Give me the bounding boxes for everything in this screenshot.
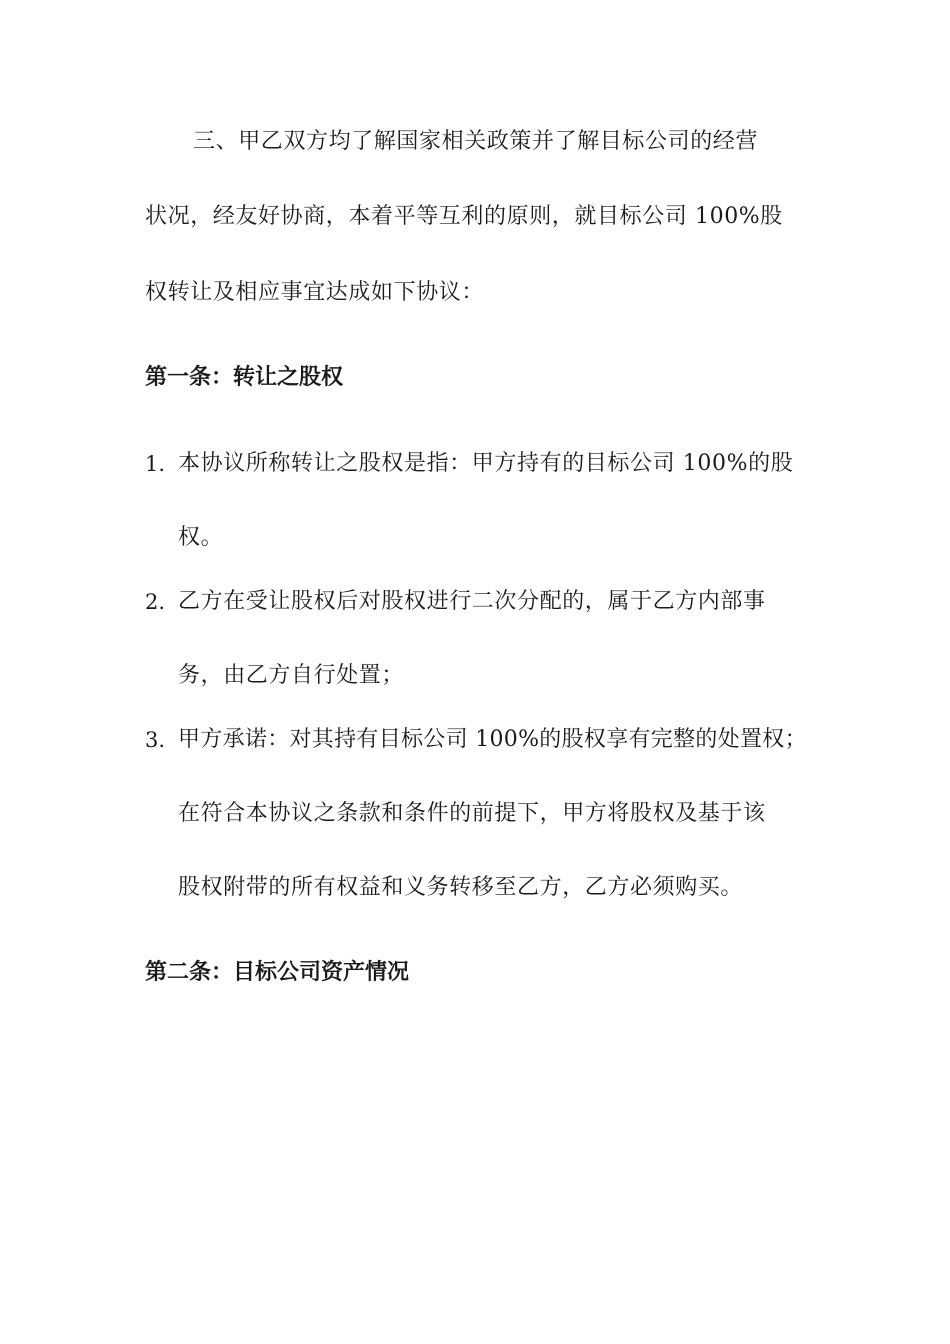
item-3-line-2: 在符合本协议之条款和条件的前提下，甲方将股权及基于该 — [178, 801, 766, 826]
item-1-number: 1. — [145, 452, 166, 476]
article-1-heading: 第一条：转让之股权 — [145, 365, 344, 390]
item-2-line-1: 乙方在受让股权后对股权进行二次分配的，属于乙方内部事 — [178, 589, 766, 614]
article-2-heading: 第二条：目标公司资产情况 — [145, 960, 410, 985]
intro-line-2: 状况，经友好协商，本着平等互利的原则，就目标公司 100%股 — [145, 204, 783, 229]
item-3-number: 3. — [145, 728, 166, 752]
item-2-number: 2. — [145, 590, 166, 614]
item-1-line-2: 权。 — [178, 525, 224, 550]
item-3-line-3: 股权附带的所有权益和义务转移至乙方，乙方必须购买。 — [178, 875, 744, 900]
item-3-line-1: 甲方承诺：对其持有目标公司 100%的股权享有完整的处置权； — [178, 727, 807, 752]
intro-line-1: 三、甲乙双方均了解国家相关政策并了解目标公司的经营 — [193, 129, 759, 154]
item-1-line-1: 本协议所称转让之股权是指：甲方持有的目标公司 100%的股 — [178, 451, 794, 476]
intro-line-3: 权转让及相应事宜达成如下协议： — [145, 280, 485, 305]
item-2-line-2: 务，由乙方自行处置； — [178, 663, 405, 688]
